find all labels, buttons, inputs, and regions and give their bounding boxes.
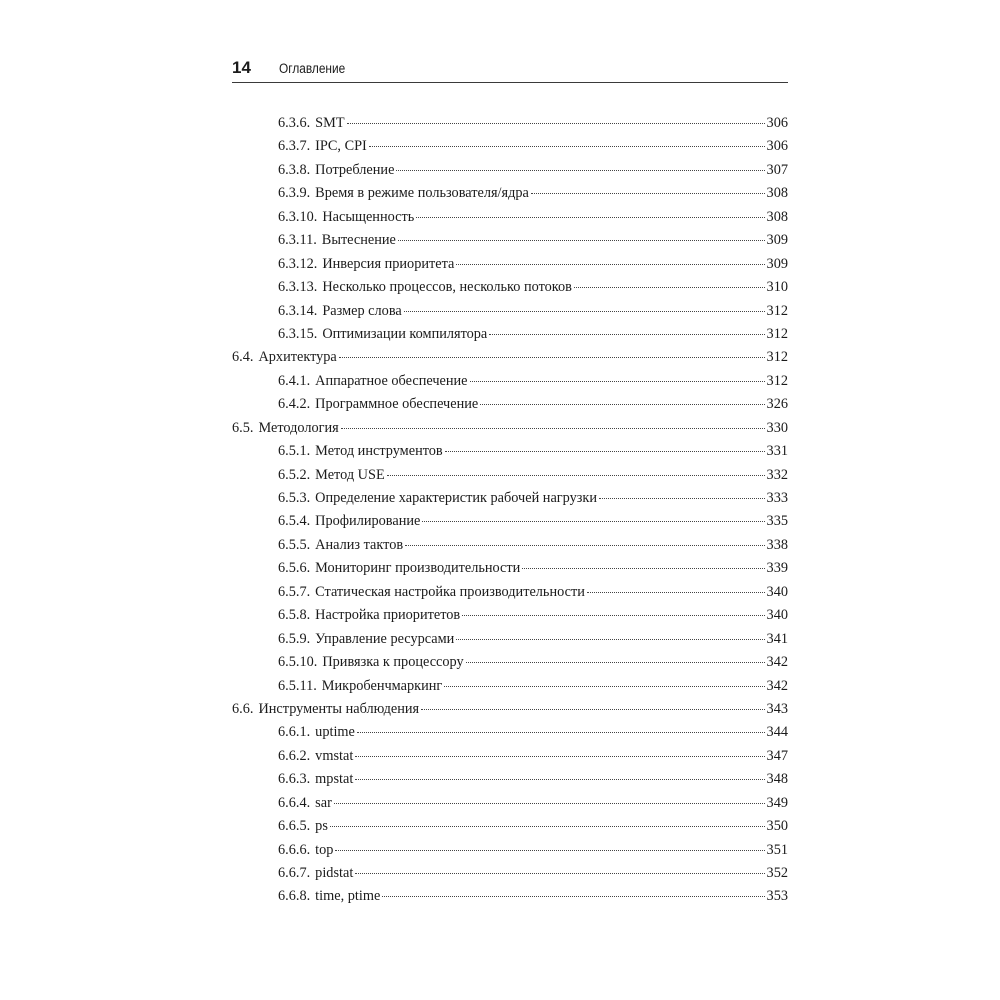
toc-entry <box>232 839 788 862</box>
toc-entry-number: 6.3.8. <box>278 161 311 178</box>
toc-entry-number: 6.3.10. <box>278 208 318 225</box>
toc-entry-title: Профилирование <box>315 513 421 530</box>
toc-entry-number: 6.3.11. <box>278 232 317 249</box>
toc-entry-title: Привязка к процессору <box>322 654 464 671</box>
toc-entry <box>232 557 788 580</box>
dot-leader <box>470 381 765 382</box>
toc-entry <box>232 323 788 346</box>
toc-entry <box>232 581 788 604</box>
toc-entry-number: 6.4.2. <box>278 396 311 413</box>
toc-entry <box>232 370 788 393</box>
toc-entry-page: 350 <box>766 818 788 835</box>
dot-leader <box>444 686 764 687</box>
dot-leader <box>456 639 764 640</box>
toc-entry-number: 6.3.12. <box>278 255 318 272</box>
toc-entry-title: vmstat <box>315 747 354 764</box>
table-of-contents <box>232 112 788 909</box>
toc-entry-number: 6.5.1. <box>278 443 311 460</box>
toc-entry-title: time, ptime <box>315 888 381 905</box>
toc-entry-number: 6.6. <box>232 700 254 717</box>
dot-leader <box>382 896 764 897</box>
page-number: 14 <box>232 58 251 77</box>
dot-leader <box>334 803 765 804</box>
toc-entry <box>232 346 788 369</box>
toc-entry <box>232 393 788 416</box>
toc-entry-title: Анализ тактов <box>315 536 404 553</box>
toc-entry-page: 312 <box>766 372 788 389</box>
toc-entry-number: 6.5.9. <box>278 630 311 647</box>
toc-entry-number: 6.6.8. <box>278 888 311 905</box>
toc-entry-title: Микробенчмаркинг <box>321 677 443 694</box>
toc-entry-page: 309 <box>766 232 788 249</box>
toc-entry-title: top <box>315 841 334 858</box>
dot-leader <box>404 311 765 312</box>
header-title: Оглавление <box>279 61 346 76</box>
toc-entry <box>232 229 788 252</box>
toc-entry-title: Мониторинг производительности <box>315 560 521 577</box>
toc-entry-page: 340 <box>766 607 788 624</box>
toc-entry-number: 6.5.3. <box>278 490 311 506</box>
toc-entry-title: uptime <box>315 724 355 741</box>
dot-leader <box>456 264 764 265</box>
toc-entry-title: Насыщенность <box>322 208 415 225</box>
toc-entry-page: 306 <box>766 115 788 131</box>
toc-entry-page: 353 <box>766 888 788 905</box>
dot-leader <box>341 428 765 429</box>
toc-entry-page: 306 <box>766 138 788 155</box>
toc-entry-number: 6.3.13. <box>278 279 318 296</box>
toc-entry-number: 6.3.7. <box>278 138 311 155</box>
dot-leader <box>355 779 764 780</box>
dot-leader <box>396 170 764 171</box>
toc-entry-number: 6.3.14. <box>278 302 318 319</box>
toc-entry-title: Инверсия приоритета <box>322 255 455 272</box>
toc-entry-title: Настройка приоритетов <box>315 607 461 624</box>
toc-entry-title: Архитектура <box>258 349 337 366</box>
toc-entry-title: IPC, CPI <box>315 138 367 155</box>
toc-entry-title: Аппаратное обеспечение <box>315 372 468 389</box>
toc-entry-number: 6.5.7. <box>278 583 311 600</box>
toc-entry-number: 6.6.4. <box>278 794 311 811</box>
toc-entry-page: 343 <box>766 700 788 717</box>
toc-entry <box>232 440 788 463</box>
toc-entry-title: Определение характеристик рабочей нагрузки <box>315 490 598 506</box>
dot-leader <box>574 287 765 288</box>
toc-entry-number: 6.5.11. <box>278 677 317 694</box>
dot-leader <box>422 521 764 522</box>
toc-entry-title: Программное обеспечение <box>315 396 479 413</box>
toc-entry-title: Несколько процессов, несколько потоков <box>322 279 572 296</box>
toc-entry <box>232 253 788 276</box>
toc-entry-page: 310 <box>766 279 788 296</box>
toc-entry <box>232 464 788 487</box>
toc-entry-page: 312 <box>766 349 788 366</box>
toc-entry-page: 347 <box>766 747 788 764</box>
toc-entry-page: 342 <box>766 677 788 694</box>
toc-entry-number: 6.5.5. <box>278 536 311 553</box>
dot-leader <box>387 475 765 476</box>
toc-entry-page: 333 <box>766 490 788 506</box>
toc-entry-number: 6.4.1. <box>278 372 311 389</box>
toc-entry-title: ps <box>315 818 328 835</box>
toc-entry <box>232 206 788 229</box>
toc-entry <box>232 815 788 838</box>
toc-entry <box>232 651 788 674</box>
toc-entry <box>232 745 788 768</box>
toc-entry-page: 340 <box>766 583 788 600</box>
toc-entry <box>232 300 788 323</box>
toc-entry <box>232 675 788 698</box>
dot-leader <box>445 451 765 452</box>
toc-entry <box>232 182 788 205</box>
toc-entry-title: Время в режиме пользователя/ядра <box>315 185 529 202</box>
toc-entry <box>232 135 788 158</box>
toc-entry-page: 312 <box>766 302 788 319</box>
dot-leader <box>339 357 765 358</box>
toc-entry-page: 335 <box>766 513 788 530</box>
toc-entry-page: 339 <box>766 560 788 577</box>
toc-entry-page: 338 <box>766 536 788 553</box>
toc-entry-number: 6.5.4. <box>278 513 311 530</box>
dot-leader <box>355 756 764 757</box>
dot-leader <box>522 568 764 569</box>
toc-entry-number: 6.6.5. <box>278 818 311 835</box>
toc-entry-number: 6.3.9. <box>278 185 311 202</box>
toc-entry-number: 6.3.6. <box>278 115 311 131</box>
toc-entry-number: 6.5.10. <box>278 654 318 671</box>
toc-entry-page: 341 <box>766 630 788 647</box>
toc-entry-page: 331 <box>766 443 788 460</box>
toc-entry-page: 332 <box>766 466 788 483</box>
toc-entry-page: 308 <box>766 185 788 202</box>
toc-entry-page: 330 <box>766 419 788 436</box>
toc-entry <box>232 768 788 791</box>
toc-entry <box>232 417 788 440</box>
running-header <box>232 58 788 83</box>
toc-entry-page: 352 <box>766 865 788 881</box>
toc-entry <box>232 276 788 299</box>
toc-entry-title: Оптимизации компилятора <box>322 325 488 342</box>
toc-entry-page: 326 <box>766 396 788 413</box>
toc-entry <box>232 721 788 744</box>
dot-leader <box>587 592 765 593</box>
toc-entry <box>232 628 788 651</box>
dot-leader <box>489 334 764 335</box>
toc-entry-number: 6.6.1. <box>278 724 311 741</box>
toc-entry-page: 309 <box>766 255 788 272</box>
toc-entry-number: 6.5.2. <box>278 466 311 483</box>
toc-entry-number: 6.6.3. <box>278 771 311 788</box>
dot-leader <box>347 123 765 124</box>
dot-leader <box>462 615 764 616</box>
toc-entry <box>232 885 788 908</box>
toc-entry-title: Метод инструментов <box>315 443 443 460</box>
toc-entry-title: mpstat <box>315 771 354 788</box>
toc-entry-page: 308 <box>766 208 788 225</box>
toc-entry-page: 348 <box>766 771 788 788</box>
toc-entry-title: SMT <box>315 115 345 131</box>
toc-entry-number: 6.4. <box>232 349 254 366</box>
toc-entry-page: 307 <box>766 161 788 178</box>
toc-entry-title: Вытеснение <box>321 232 396 249</box>
toc-entry-number: 6.6.6. <box>278 841 311 858</box>
toc-entry-title: Инструменты наблюдения <box>258 700 420 717</box>
toc-entry-number: 6.5. <box>232 419 254 436</box>
dot-leader <box>330 826 765 827</box>
toc-entry-page: 312 <box>766 325 788 342</box>
toc-entry-page: 349 <box>766 794 788 811</box>
toc-entry-title: sar <box>315 794 332 811</box>
dot-leader <box>369 146 765 147</box>
toc-entry-title: Методология <box>258 419 339 436</box>
dot-leader <box>357 732 765 733</box>
dot-leader <box>466 662 765 663</box>
toc-entry-number: 6.6.7. <box>278 865 311 881</box>
dot-leader <box>355 873 764 874</box>
toc-entry <box>232 604 788 627</box>
dot-leader <box>335 850 764 851</box>
toc-entry <box>232 534 788 557</box>
dot-leader <box>405 545 764 546</box>
toc-entry-page: 342 <box>766 654 788 671</box>
toc-entry-title: Статическая настройка производительности <box>315 583 585 600</box>
toc-entry <box>232 112 788 135</box>
toc-entry-title: Метод USE <box>315 466 385 483</box>
dot-leader <box>416 217 764 218</box>
toc-entry-number: 6.5.6. <box>278 560 311 577</box>
toc-entry-title: pidstat <box>315 865 354 881</box>
toc-entry-page: 344 <box>766 724 788 741</box>
dot-leader <box>398 240 765 241</box>
toc-entry <box>232 487 788 510</box>
toc-entry-title: Управление ресурсами <box>315 630 455 647</box>
toc-entry <box>232 510 788 533</box>
toc-entry-number: 6.6.2. <box>278 747 311 764</box>
toc-entry <box>232 862 788 885</box>
toc-entry-page: 351 <box>766 841 788 858</box>
dot-leader <box>531 193 765 194</box>
toc-entry-title: Размер слова <box>322 302 402 319</box>
toc-entry-title: Потребление <box>315 161 395 178</box>
dot-leader <box>599 498 765 499</box>
toc-entry <box>232 792 788 815</box>
dot-leader <box>421 709 764 710</box>
toc-entry <box>232 698 788 721</box>
dot-leader <box>480 404 764 405</box>
toc-entry <box>232 159 788 182</box>
toc-entry-number: 6.5.8. <box>278 607 311 624</box>
toc-entry-number: 6.3.15. <box>278 325 318 342</box>
